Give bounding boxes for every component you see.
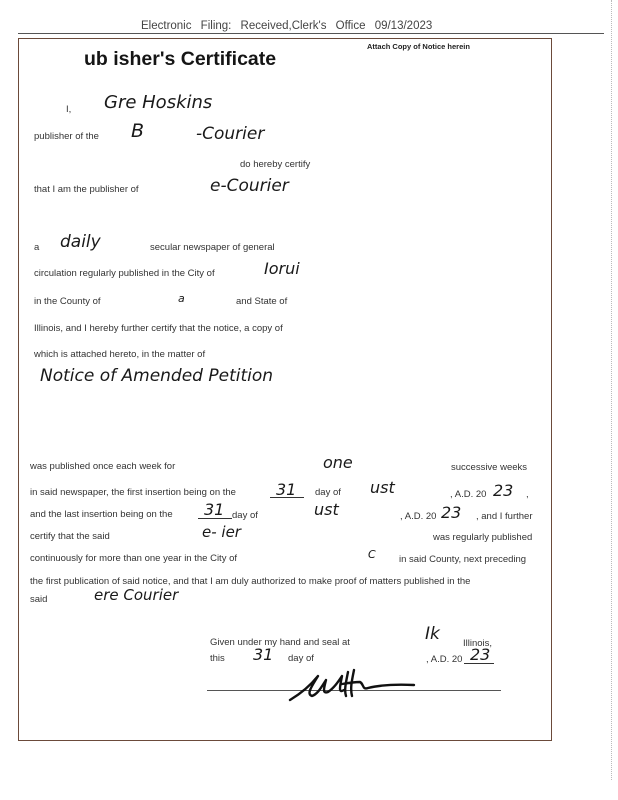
certificate-border (18, 38, 552, 741)
handwritten-sign-place: Ik (425, 624, 440, 644)
day-of-label-2: day of (232, 510, 258, 521)
handwritten-said-paper: e- ier (202, 523, 241, 541)
handwritten-county: a (178, 292, 185, 305)
attach-notice-label: Attach Copy of Notice herein (367, 42, 470, 51)
first-insertion-label: in said newspaper, the first insertion being on the (30, 487, 236, 498)
header-rule (18, 33, 604, 34)
i-prefix: I, (66, 104, 72, 115)
handwritten-num-weeks: one (323, 453, 353, 472)
ad20-label-1: , A.D. 20 (450, 489, 487, 500)
successive-weeks-label: successive weeks (451, 462, 528, 473)
said-label: said (30, 594, 48, 605)
first-publication-label: the first publication of said notice, and that I am duly authorized to make proof of matters published in the (30, 576, 471, 587)
handwritten-first-day: 31 (276, 480, 297, 499)
handwritten-paper2: e-Courier (210, 176, 289, 196)
handwritten-said-paper2: ere Courier (94, 586, 179, 604)
certify-said-label: certify that the said (30, 531, 110, 542)
ad20-label-3: , A.D. 20 (426, 654, 463, 665)
a-label: a (34, 242, 40, 253)
which-is-attached-label: which is attached hereto, in the matter of (34, 349, 206, 360)
illinois-label: Illinois, (463, 638, 493, 649)
handwritten-name: Gre Hoskins (104, 92, 213, 113)
and-further-label: , and I further (476, 511, 533, 522)
given-under-label: Given under my hand and seal at (210, 637, 350, 648)
signature (282, 664, 422, 708)
publisher-of-the-label: publisher of the (34, 131, 99, 142)
and-state-label: and State of (236, 296, 288, 307)
handwritten-sign-year: 23 (470, 645, 491, 664)
do-hereby-label: do hereby certify (240, 159, 311, 170)
secular-label: secular newspaper of general (150, 242, 275, 253)
in-county-label: in the County of (34, 296, 101, 307)
handwritten-last-year: 23 (441, 503, 462, 522)
day-of-label-3: day of (288, 653, 314, 664)
handwritten-city: Iorui (264, 259, 300, 278)
electronic-filing-header: Electronic Filing: Received,Clerk's Office 09/13/2023 (141, 20, 433, 32)
handwritten-paper-b: -Courier (196, 124, 265, 144)
handwritten-last-month: ust (314, 500, 339, 519)
illinois-further-label: Illinois, and I hereby further certify that the notice, a copy of (34, 323, 283, 334)
comma-after-year: , (526, 489, 529, 500)
circulation-label: circulation regularly published in the City of (34, 268, 215, 279)
handwritten-paper-a: B (131, 120, 145, 142)
handwritten-notice-matter: Notice of Amended Petition (40, 366, 274, 386)
handwritten-first-month: ust (370, 478, 395, 497)
handwritten-first-year: 23 (493, 481, 514, 500)
last-day-line (198, 518, 232, 519)
that-i-am-label: that I am the publisher of (34, 184, 139, 195)
this-label: this (210, 653, 225, 664)
continuously-label: continuously for more than one year in the City of (30, 553, 238, 564)
certificate-title: ub isher's Certificate (84, 48, 277, 70)
day-of-label-1: day of (315, 487, 341, 498)
was-published-label: was published once each week for (30, 461, 176, 472)
handwritten-county2: C (368, 548, 376, 561)
sign-year-line (464, 663, 494, 664)
handwritten-last-day: 31 (204, 500, 225, 519)
last-insertion-label: and the last insertion being on the (30, 509, 173, 520)
page-edge-line (611, 0, 612, 780)
handwritten-frequency: daily (60, 232, 101, 252)
first-day-line (270, 497, 304, 498)
ad20-label-2: , A.D. 20 (400, 511, 437, 522)
handwritten-this-day: 31 (253, 645, 274, 664)
in-said-county-label: in said County, next preceding (399, 554, 527, 565)
was-regularly-label: was regularly published (433, 532, 533, 543)
